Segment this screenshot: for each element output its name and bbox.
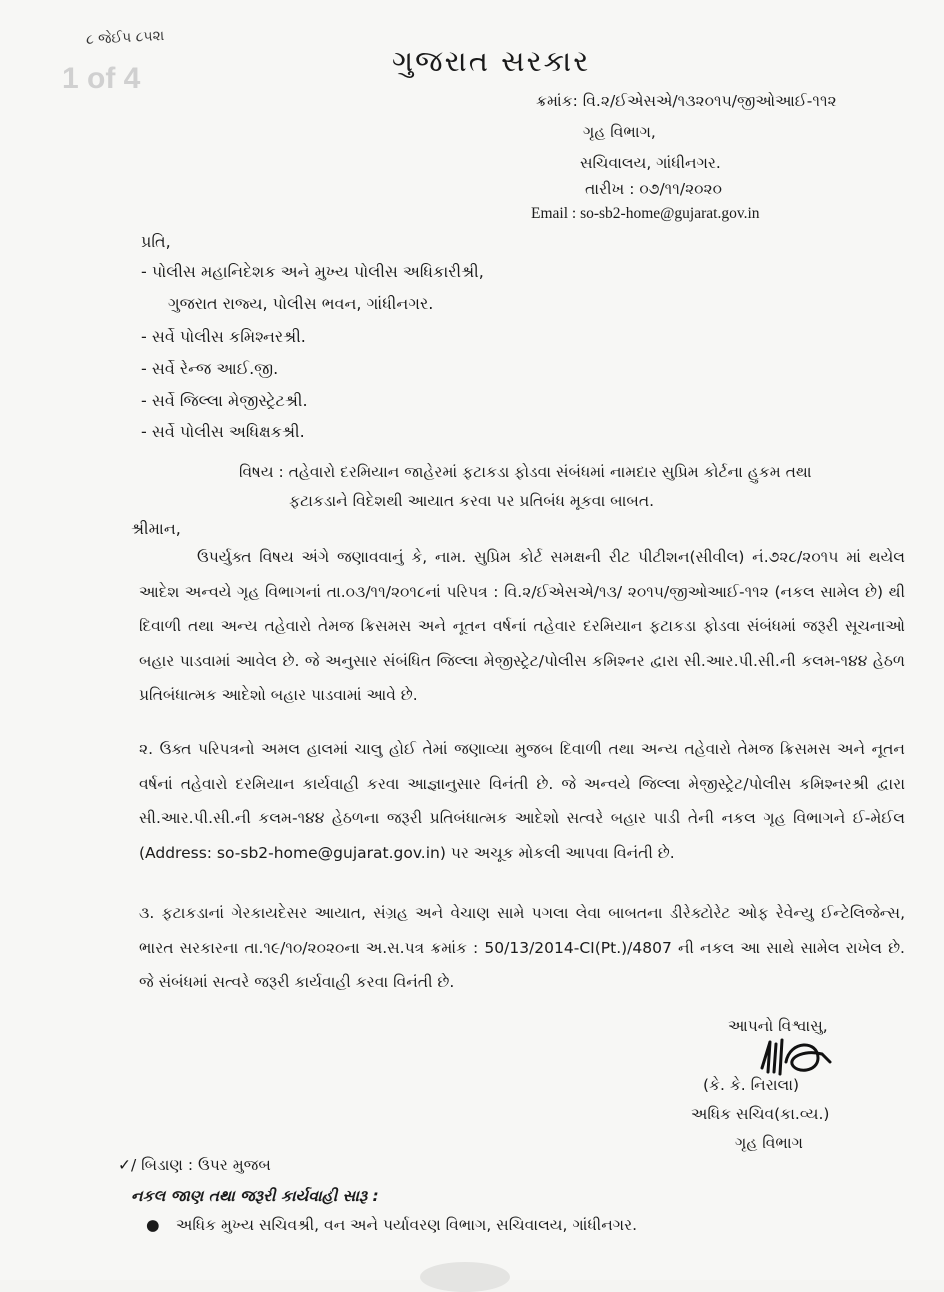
recipient-line: ગુજરાત રાજ્ય, પોલીસ ભવન, ગાંધીનગર. — [168, 294, 434, 313]
paragraph-text: ૩. ફટાકડાનાં ગેરકાયદેસર આયાત, સંગ્રહ અને વેચાણ સામે પગલા લેવા બાબતના ડીરેક્ટોરેટ ઓફ રેવેન્યુ ઈન્ટેલિજેન્સ, ભારત સરકારના તા.૧૯/૧૦/૨૦૨૦ના અ.સ.પત્ર ક્રમાંક : 50/13/2014-CI(Pt.)/4807 ની નકલ આ સાથે સામેલ રાખેલ છે. જે સંબંધમાં સત્વરે જરૂરી કાર્યવાહી કરવા વિનંતી છે. — [139, 904, 905, 991]
enclosure-text: બિડાણ : ઉપર મુજબ — [141, 1156, 271, 1174]
recipient-line: - પોલીસ મહાનિદેશક અને મુખ્ય પોલીસ અધિકારીશ્રી, — [141, 262, 484, 281]
paragraph-text: ૨. ઉક્ત પરિપત્રનો અમલ હાલમાં ચાલુ હોઈ તેમાં જણાવ્યા મુજબ દિવાળી તથા અન્ય તહેવારો તેમજ ક્રિસમસ અને નૂતન વર્ષનાં તહેવારો દરમિયાન કાર્યવાહી કરવા આજ્ઞાનુસાર વિનંતી છે. જે અન્વયે જિલ્લા મેજીસ્ટ્રેટ/પોલીસ કમિશ્નરશ્રી દ્વારા સી.આર.પી.સી.ની કલમ-૧૪૪ હેઠળના જરૂરી પ્રતિબંધાત્મક આદેશો સત્વરે બહાર પાડી તેની નકલ ગૃહ વિભાગને ઈ-મેઈલ (Address: so-sb2-home@gujarat.gov.in) પર અચૂક મોકલી આપવા વિનંતી છે. — [139, 740, 905, 862]
recipient-line: - સર્વે પોલીસ અધિક્ષકશ્રી. — [141, 422, 305, 441]
to-label: પ્રતિ, — [141, 232, 171, 251]
body-paragraph-1 — [139, 540, 905, 713]
salutation: શ્રીમાન, — [131, 519, 181, 538]
recipient-line: - સર્વે પોલીસ કમિશ્નરશ્રી. — [141, 327, 306, 346]
body-paragraph-3 — [139, 896, 905, 1000]
page-indicator: 1 of 4 — [62, 62, 141, 95]
reference-office: સચિવાલય, ગાંધીનગર. — [580, 154, 721, 172]
handwritten-note: ૮ જેઈપ ૮૫૨ા — [85, 27, 165, 49]
page-edge-shadow — [420, 1262, 510, 1292]
reference-number: ક્રમાંક: વિ.૨/ઈએસએ/૧૩૨૦૧૫/જીઓઆઈ-૧૧૨ — [536, 92, 837, 110]
recipient-line: - સર્વે જિલ્લા મેજીસ્ટ્રેટશ્રી. — [141, 391, 308, 410]
copy-to-item — [146, 1216, 637, 1235]
signatory-department: ગૃહ વિભાગ — [735, 1134, 803, 1152]
enclosure — [118, 1156, 271, 1175]
reference-date: તારીખ : ૦૭/૧૧/૨૦૨૦ — [585, 180, 722, 198]
copy-to-heading: નકલ જાણ તથા જરૂરી કાર્યવાહી સારૂ : — [131, 1187, 379, 1205]
signatory-designation: અધિક સચિવ(કા.વ્ય.) — [691, 1105, 830, 1123]
paragraph-text: ઉપર્યુક્ત વિષય અંગે જણાવવાનું કે, નામ. સુપ્રિમ કોર્ટ સમક્ષની રીટ પીટીશન(સીવીલ) નં.૭૨૮/૨૦૧૫ માં થયેલ આદેશ અન્વયે ગૃહ વિભાગનાં તા.૦૩/૧૧/૨૦૧૮નાં પરિપત્ર : વિ.૨/ઈએસએ/૧૩/ ૨૦૧૫/જીઓઆઈ-૧૧૨ (નકલ સામેલ છે) થી દિવાળી તથા અન્ય તહેવારો તેમજ ક્રિસમસ અને નૂતન વર્ષનાં તહેવાર દરમિયાન ફટાકડા ફોડવા સંબંધમાં જરૂરી સૂચનાઓ બહાર પાડવામાં આવેલ છે. જે અનુસાર સંબંધિત જિલ્લા મેજીસ્ટ્રેટ/પોલીસ કમિશ્નર દ્વારા સી.આર.પી.સી.ની કલમ-૧૪૪ હેઠળ પ્રતિબંધાત્મક આદેશો બહાર પાડવામાં આવે છે. — [139, 548, 905, 704]
signatory-name: (કે. કે. નિરાલા) — [703, 1076, 800, 1094]
document-title: ગુજરાત સરકાર — [392, 44, 591, 78]
copy-to-item-text: અધિક મુખ્ય સચિવશ્રી, વન અને પર્યાવરણ વિભાગ, સચિવાલય, ગાંધીનગર. — [176, 1216, 638, 1234]
body-paragraph-2 — [139, 732, 905, 870]
bullet-icon: ● — [146, 1216, 160, 1234]
closing-yours: આપનો વિશ્વાસુ, — [728, 1017, 828, 1035]
subject-line-1: વિષય : તહેવારો દરમિયાન જાહેરમાં ફટાકડા ફોડવા સંબંધમાં નામદાર સુપ્રિમ કોર્ટના હુકમ તથા — [239, 463, 812, 481]
signature-image — [756, 1032, 836, 1080]
reference-department: ગૃહ વિભાગ, — [583, 123, 656, 141]
reference-email: Email : so-sb2-home@gujarat.gov.in — [531, 205, 760, 222]
subject-line-2: ફટાકડાને વિદેશથી આયાત કરવા પર પ્રતિબંધ મૂકવા બાબત. — [289, 492, 655, 510]
recipient-line: - સર્વે રેન્જ આઈ.જી. — [141, 359, 279, 378]
tick-mark-icon: ✓/ — [118, 1156, 142, 1174]
